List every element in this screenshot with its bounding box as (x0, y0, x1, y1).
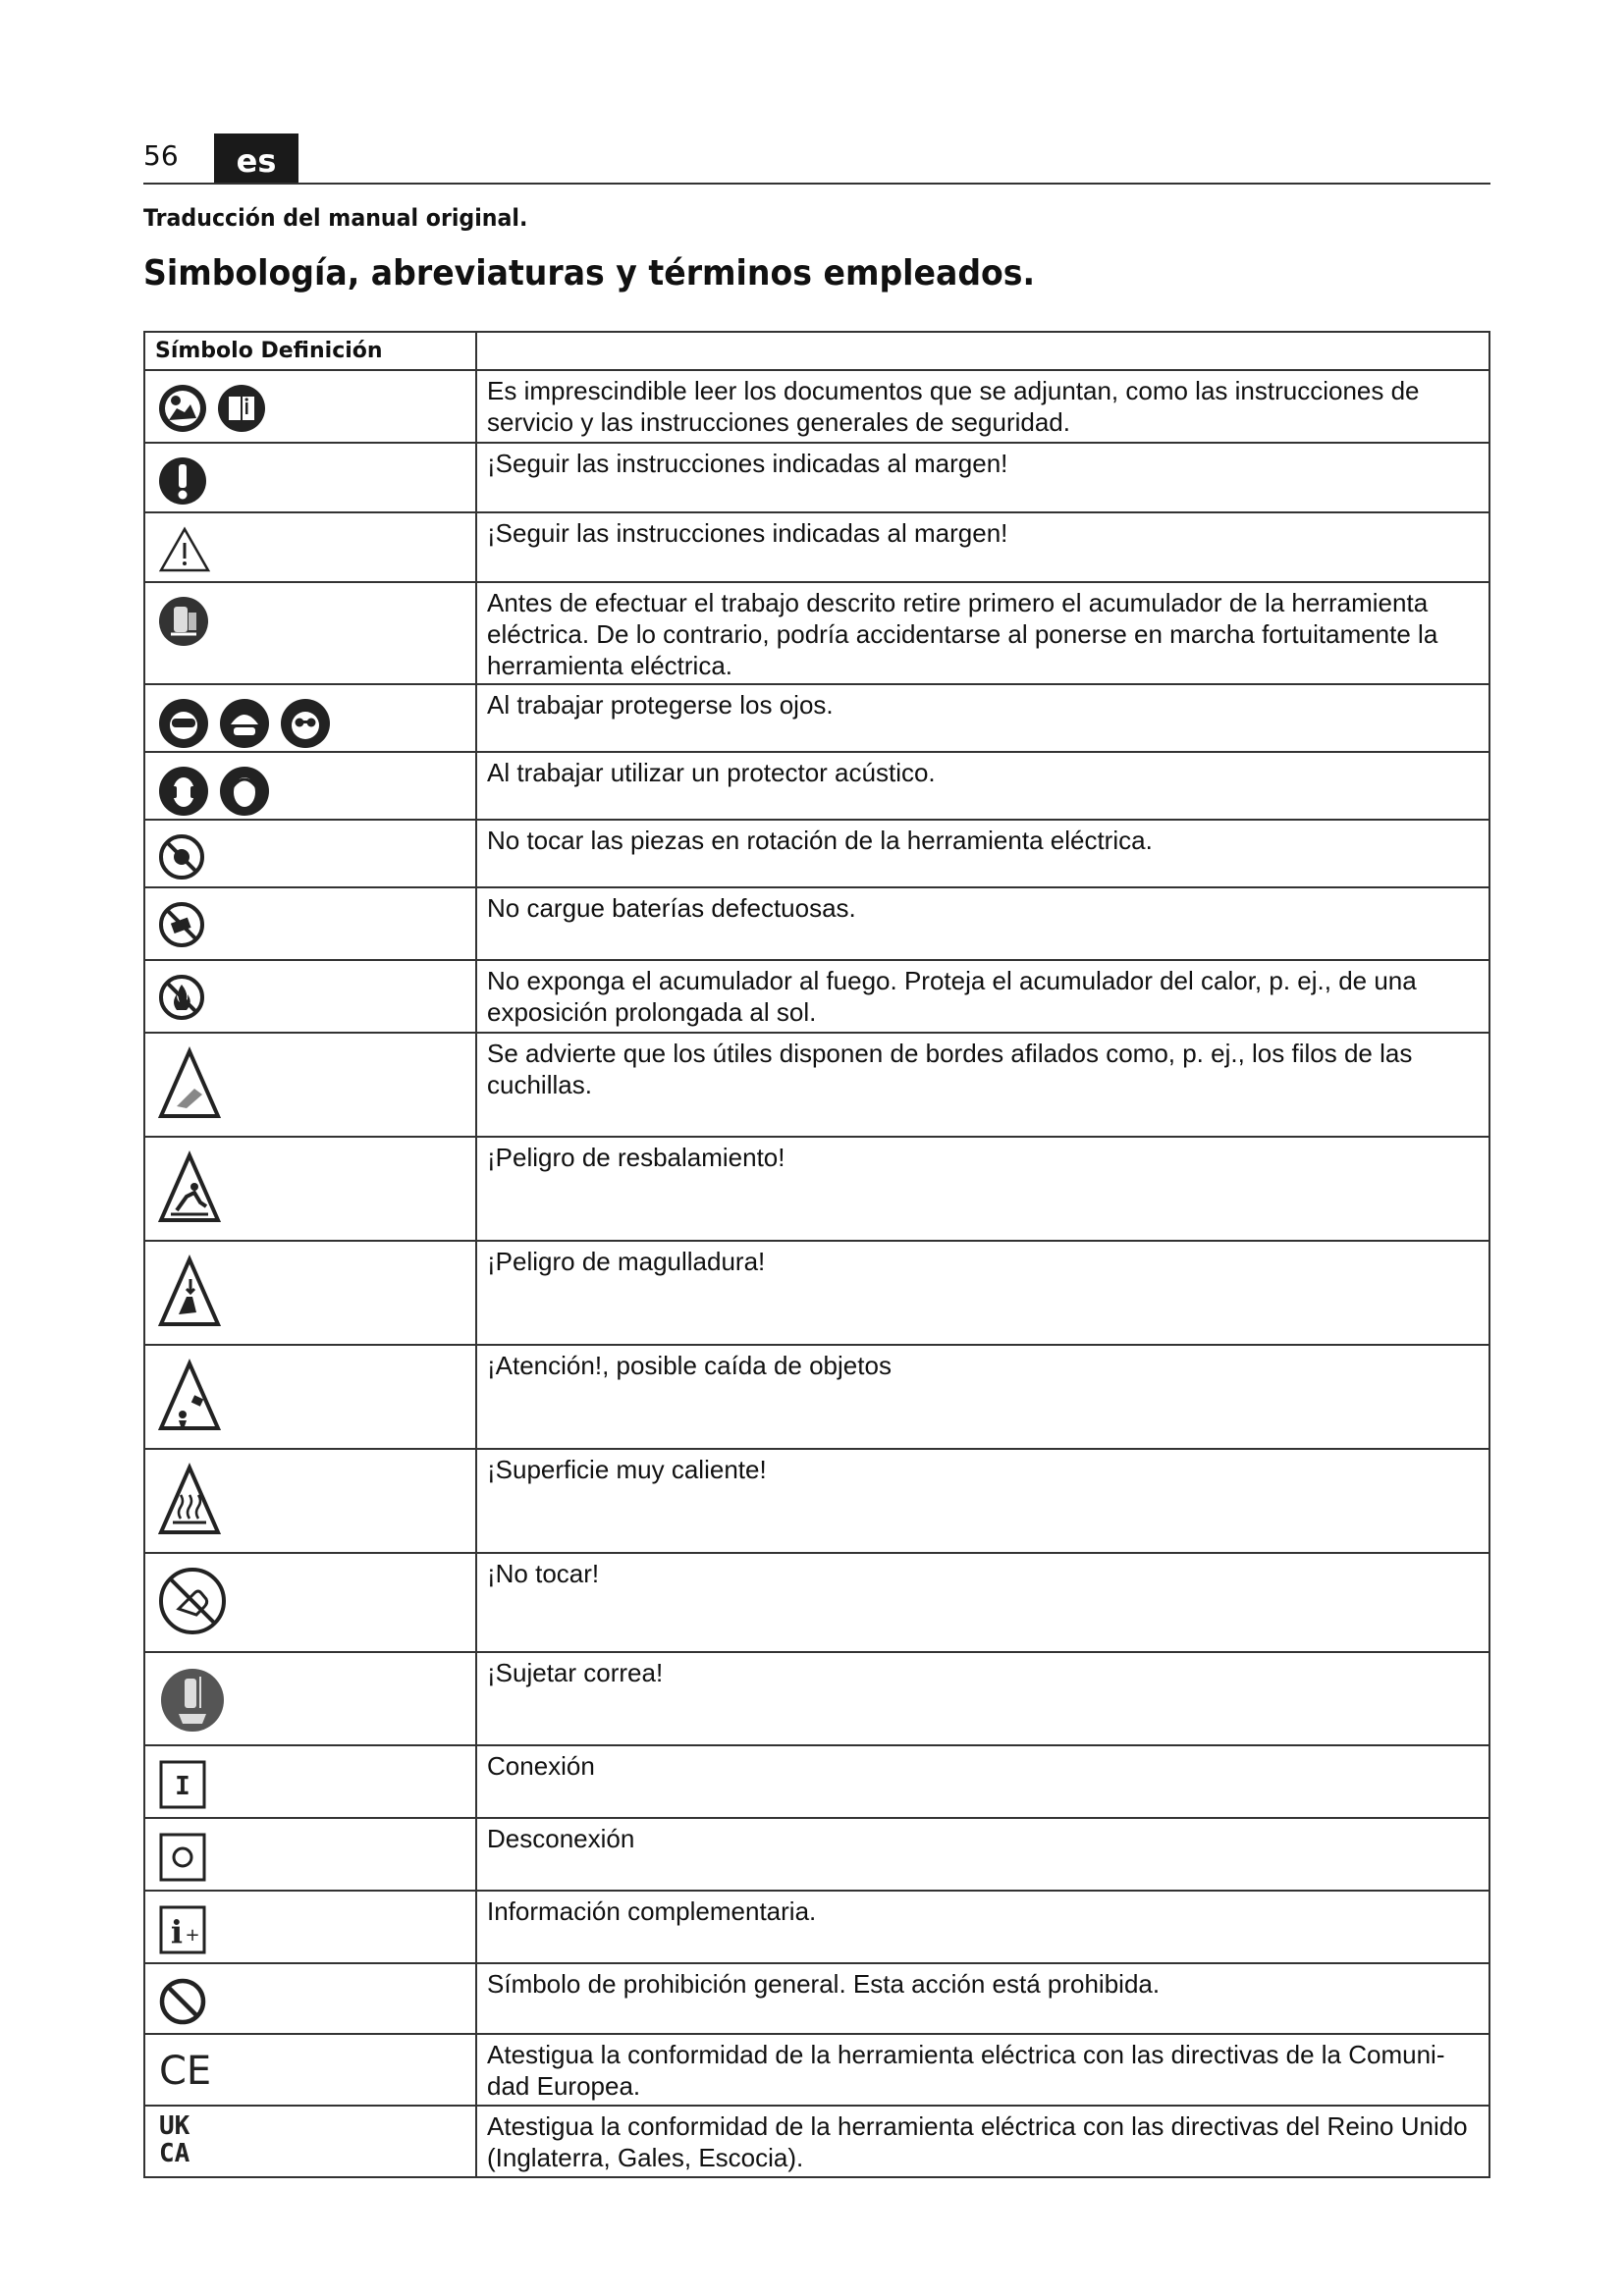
definition-cell: Atestigua la conformidad de la herramienta eléctrica con las directivas de la Comuni-dad Europea. (476, 2034, 1489, 2106)
symbol-cell (144, 1345, 476, 1449)
symbol-cell (144, 820, 476, 887)
remove-battery-icon (157, 595, 210, 648)
table-row (144, 1745, 1489, 1818)
ca-mark-text: CA (159, 2139, 190, 2167)
symbol-cell (144, 1553, 476, 1652)
uk-mark-text: UK (159, 2111, 190, 2141)
table-row (144, 1553, 1489, 1652)
info-mark: i (170, 1913, 184, 1950)
definition-cell: ¡Seguir las instrucciones indicadas al margen! (476, 512, 1489, 582)
sharp-edges-warning-icon (157, 1045, 222, 1122)
table-row (144, 1891, 1489, 1963)
table-row (144, 2106, 1489, 2177)
definition-cell: Información complementaria. (476, 1891, 1489, 1963)
table-row (144, 1033, 1489, 1137)
read-documents-icon (157, 383, 208, 434)
definition-cell: No cargue baterías defectuosas. (476, 887, 1489, 960)
definition-cell: Desconexión (476, 1818, 1489, 1891)
power-off-icon (157, 1831, 210, 1884)
document-subtitle: Traducción del manual original. (143, 204, 528, 232)
page-title: Simbología, abreviaturas y términos empleados. (143, 253, 1036, 294)
ear-muffs-icon (218, 765, 271, 818)
falling-objects-icon (157, 1358, 222, 1434)
symbol-cell (144, 1891, 476, 1963)
definition-cell: ¡Seguir las instrucciones indicadas al margen! (476, 443, 1489, 512)
table-row (144, 1652, 1489, 1745)
fasten-strap-icon (157, 1665, 228, 1735)
symbol-cell (144, 370, 476, 443)
ear-protection-icon (157, 765, 210, 818)
table-row (144, 820, 1489, 887)
ce-mark-icon (157, 2047, 218, 2092)
table-row (144, 684, 1489, 752)
warning-triangle-icon (157, 525, 212, 574)
table-row (144, 887, 1489, 960)
header-symbol: Símbolo (155, 339, 253, 363)
definition-cell: Al trabajar utilizar un protector acústico. (476, 752, 1489, 820)
symbol-cell (144, 960, 476, 1033)
no-fire-battery-icon (157, 973, 206, 1022)
table-header-empty (476, 332, 1489, 370)
table-header-row (144, 332, 1489, 370)
symbol-cell (144, 1745, 476, 1818)
symbol-cell (144, 2034, 476, 2106)
symbol-cell (144, 1449, 476, 1553)
symbol-cell (144, 684, 476, 752)
definition-cell: ¡Sujetar correa! (476, 1652, 1489, 1745)
definition-cell: Atestigua la conformidad de la herramienta eléctrica con las directivas del Reino Unido (Inglaterra, Gales, Escocia). (476, 2106, 1489, 2177)
ce-mark-text: CE (159, 2049, 212, 2092)
table-row (144, 512, 1489, 582)
definition-cell: ¡No tocar! (476, 1553, 1489, 1652)
table-row (144, 1963, 1489, 2034)
table-row (144, 2034, 1489, 2106)
table-row (144, 1345, 1489, 1449)
definition-cell: Antes de efectuar el trabajo descrito retire primero el acumulador de la herramienta eléctrica. De lo contrario, podría accidentarse al ponerse en marcha fortuitamente la herramienta eléctrica. (476, 582, 1489, 684)
table-row (144, 960, 1489, 1033)
page-number: 56 (143, 139, 179, 172)
symbol-cell (144, 1818, 476, 1891)
symbol-cell (144, 443, 476, 512)
definition-cell: No exponga el acumulador al fuego. Proteja el acumulador del calor, p. ej., de una exposición prolongada al sol. (476, 960, 1489, 1033)
symbol-cell (144, 512, 476, 582)
power-on-icon (157, 1758, 210, 1811)
ukca-mark-icon (157, 2110, 206, 2167)
info-plus-mark: + (185, 1925, 200, 1946)
table-row (144, 582, 1489, 684)
definition-cell: ¡Atención!, posible caída de objetos (476, 1345, 1489, 1449)
instruction-manual-icon (216, 383, 267, 434)
definition-cell: Se advierte que los útiles disponen de bordes afilados como, p. ej., los filos de las cuchillas. (476, 1033, 1489, 1137)
definition-cell: Al trabajar protegerse los ojos. (476, 684, 1489, 752)
face-shield-icon (157, 697, 210, 750)
symbol-cell (144, 1033, 476, 1137)
symbol-cell (144, 582, 476, 684)
slip-hazard-icon (157, 1149, 222, 1226)
page-header (143, 133, 1490, 185)
definition-cell: No tocar las piezas en rotación de la herramienta eléctrica. (476, 820, 1489, 887)
hot-surface-icon (157, 1462, 222, 1538)
symbol-cell (144, 887, 476, 960)
additional-info-icon (157, 1903, 210, 1956)
definition-cell: Símbolo de prohibición general. Esta acción está prohibida. (476, 1963, 1489, 2034)
table-header-cell (144, 332, 476, 370)
protective-helmet-icon (218, 697, 271, 750)
definition-cell: ¡Peligro de magulladura! (476, 1241, 1489, 1345)
do-not-touch-icon (157, 1566, 228, 1636)
symbol-cell (144, 2106, 476, 2177)
table-row (144, 443, 1489, 512)
symbol-cell (144, 1963, 476, 2034)
header-definition: Definición (260, 339, 383, 363)
symbol-cell (144, 1652, 476, 1745)
safety-goggles-icon (279, 697, 332, 750)
table-row (144, 1818, 1489, 1891)
table-row (144, 1241, 1489, 1345)
mandatory-action-icon (157, 455, 208, 507)
definition-cell: Es imprescindible leer los documentos que se adjuntan, como las instrucciones de servicio y las instrucciones generales de seguridad. (476, 370, 1489, 443)
language-badge: es (214, 133, 298, 183)
table-row (144, 752, 1489, 820)
table-row (144, 1137, 1489, 1241)
no-touch-rotating-icon (157, 832, 206, 881)
definition-cell: Conexión (476, 1745, 1489, 1818)
no-charge-defective-battery-icon (157, 900, 206, 949)
power-on-mark: I (175, 1772, 190, 1801)
crush-hazard-icon (157, 1254, 222, 1330)
symbol-cell (144, 752, 476, 820)
symbols-table (143, 331, 1490, 2178)
table-row (144, 370, 1489, 443)
general-prohibition-icon (157, 1976, 208, 2027)
table-row (144, 1449, 1489, 1553)
definition-cell: ¡Peligro de resbalamiento! (476, 1137, 1489, 1241)
symbol-cell (144, 1137, 476, 1241)
definition-cell: ¡Superficie muy caliente! (476, 1449, 1489, 1553)
symbol-cell (144, 1241, 476, 1345)
